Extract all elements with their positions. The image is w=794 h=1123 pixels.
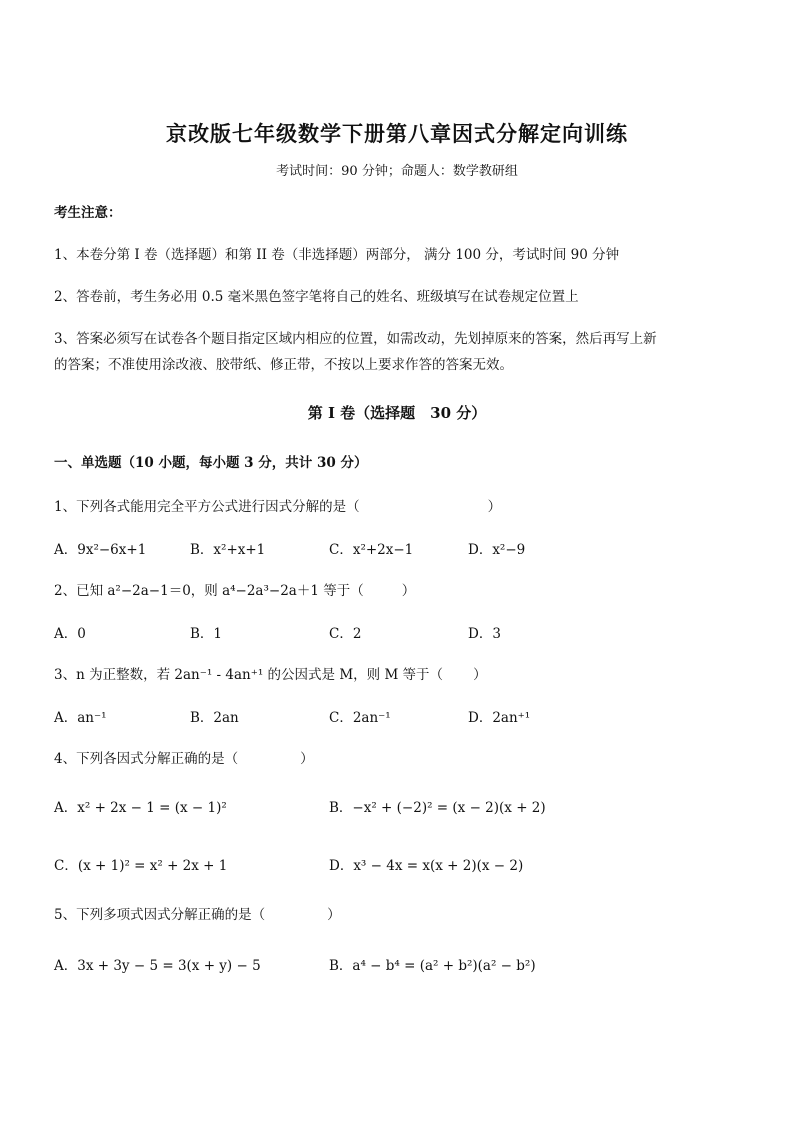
question-5-option-a: A．3x + 3y − 5 = 3(x + y) − 5 [54,958,261,974]
part-one-heading: 第 I 卷（选择题 30 分） [307,404,487,422]
notice-heading: 考生注意： [54,205,122,221]
question-3-option-b: B．2an [190,710,239,726]
question-1-option-d: D．x²−9 [468,542,526,558]
question-2-option-a: A．0 [54,626,86,642]
question-4-option-c: C．(x + 1)² = x² + 2x + 1 [54,858,228,874]
notice-item-2: 2、答卷前，考生务必用 0.5 毫米黑色签字笔将自己的姓名、班级填写在试卷规定位置上 [54,289,579,305]
question-3-option-c: C．2an⁻¹ [329,710,391,726]
document-title: 京改版七年级数学下册第八章因式分解定向训练 [166,121,628,146]
question-3-stem: 3、n 为正整数，若 2an⁻¹ - 4an⁺¹ 的公因式是 M，则 M 等于（ ） [54,667,487,683]
question-3-option-a: A．an⁻¹ [54,710,107,726]
question-1-option-a: A．9x²−6x+1 [54,542,147,558]
notice-item-1: 1、本卷分第 I 卷（选择题）和第 II 卷（非选择题）两部分， 满分 100 分，考试时间 90 分钟 [54,247,620,263]
question-5-option-b: B．a⁴ − b⁴ = (a² + b²)(a² − b²) [329,958,536,974]
question-5-stem: 5、下列多项式因式分解正确的是（ ） [54,907,341,923]
question-4-option-a: A．x² + 2x − 1 = (x − 1)² [54,800,227,816]
question-1-stem: 1、下列各式能用完全平方公式进行因式分解的是（ ） [54,499,502,515]
section-one-heading: 一、单选题（10 小题，每小题 3 分，共计 30 分） [54,455,368,471]
question-1-option-b: B．x²+x+1 [190,542,266,558]
question-1-option-c: C．x²+2x−1 [329,542,414,558]
question-3-option-d: D．2an⁺¹ [468,710,531,726]
notice-item-3-continued: 的答案；不准使用涂改液、胶带纸、修正带，不按以上要求作答的答案无效。 [54,357,513,373]
question-4-option-b: B．−x² + (−2)² = (x − 2)(x + 2) [329,800,546,816]
document-subtitle: 考试时间：90 分钟；命题人：数学教研组 [276,164,518,179]
question-2-stem: 2、已知 a²−2a−1＝0，则 a⁴−2a³−2a＋1 等于（ ） [54,583,416,599]
question-2-option-c: C．2 [329,626,362,642]
question-2-option-d: D．3 [468,626,501,642]
question-4-option-d: D．x³ − 4x = x(x + 2)(x − 2) [329,858,524,874]
notice-item-3: 3、答案必须写在试卷各个题目指定区域内相应的位置，如需改动，先划掉原来的答案，然后再写上新 [54,331,657,347]
question-2-option-b: B．1 [190,626,223,642]
question-4-stem: 4、下列各因式分解正确的是（ ） [54,751,314,767]
